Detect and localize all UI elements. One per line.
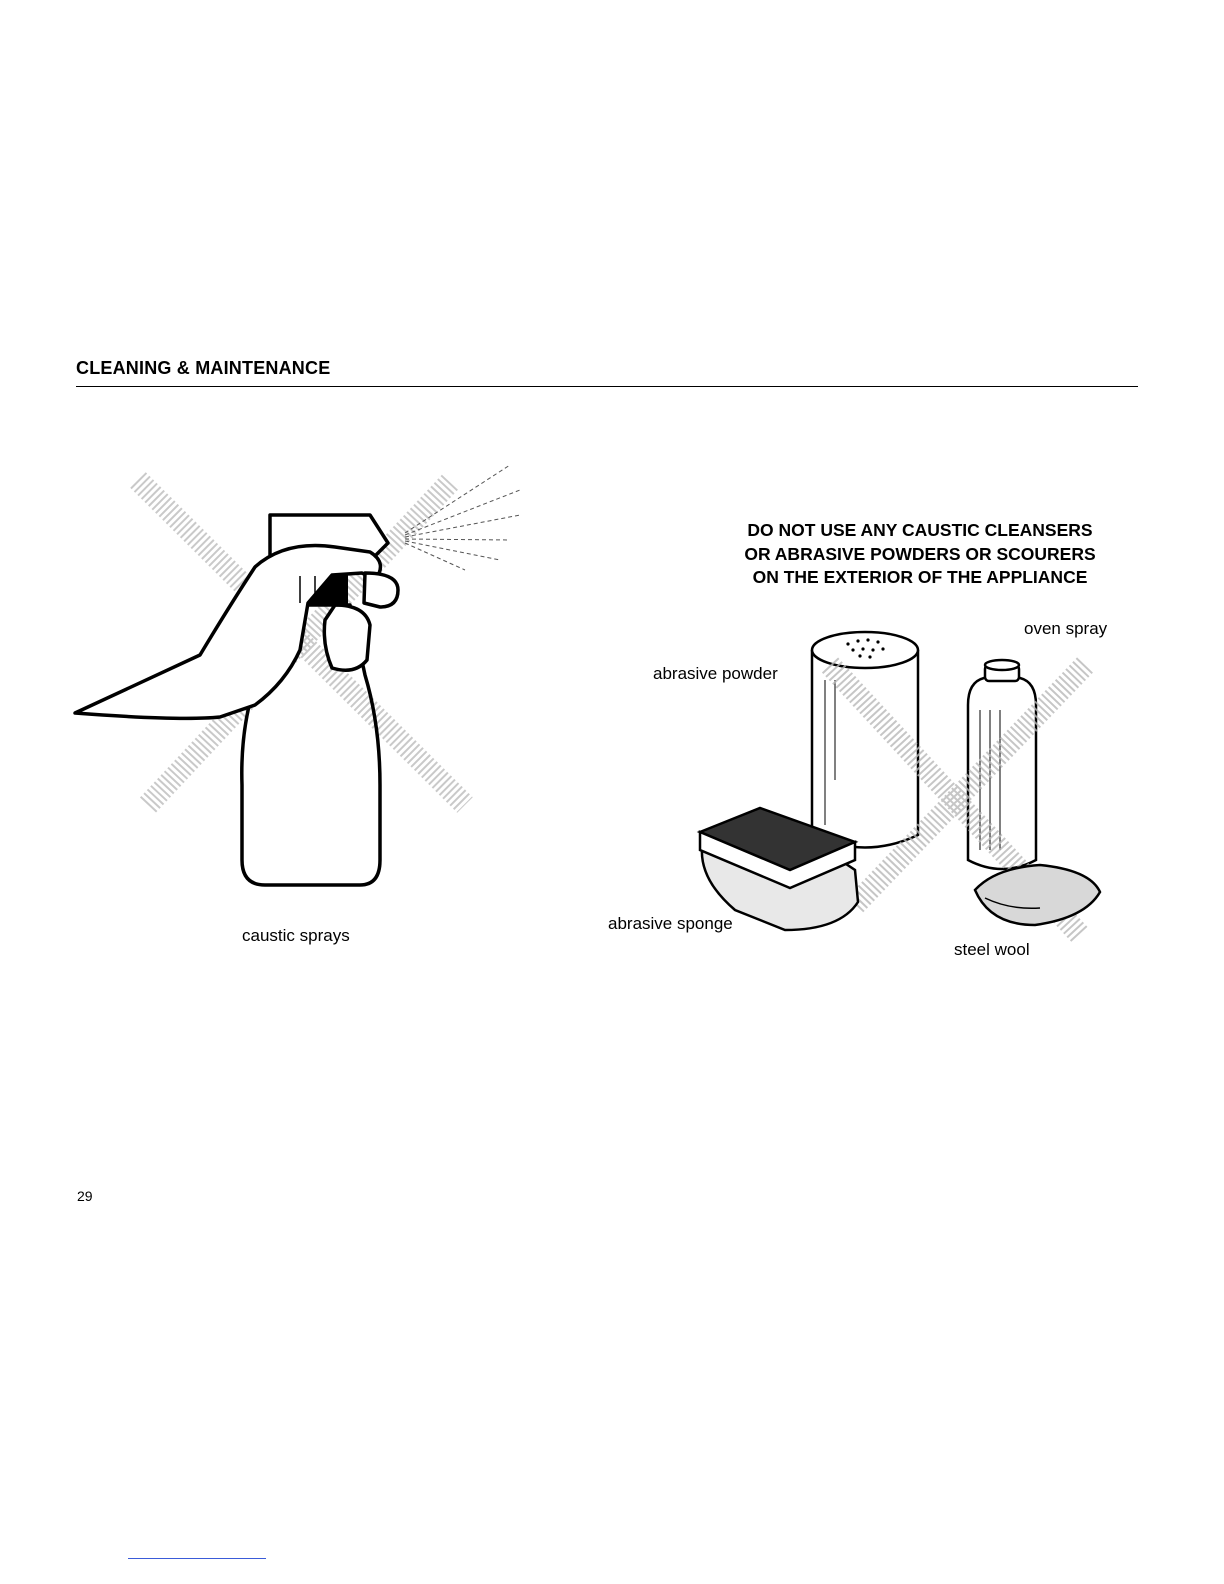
hand-outline <box>75 546 398 719</box>
powder-canister <box>812 632 918 848</box>
oven-spray-label: oven spray <box>1024 619 1108 638</box>
spray-mist <box>405 465 520 570</box>
header-rule <box>76 386 1138 387</box>
section-title: CLEANING & MAINTENANCE <box>76 358 331 378</box>
warning-line: OR ABRASIVE POWDERS OR SCOURERS <box>744 543 1096 564</box>
steel-wool-label: steel wool <box>954 940 1030 959</box>
warning-line: DO NOT USE ANY CAUSTIC CLEANSERS <box>747 520 1093 540</box>
spray-bottle-illustration <box>70 455 540 905</box>
abrasive-powder-label: abrasive powder <box>653 664 778 683</box>
caustic-sprays-caption: caustic sprays <box>242 926 350 945</box>
bottom-divider <box>128 1558 266 1559</box>
warning-notice <box>690 519 1150 590</box>
abrasive-sponge-label: abrasive sponge <box>608 914 733 933</box>
steel-wool-pad <box>975 865 1100 925</box>
warning-line: ON THE EXTERIOR OF THE APPLIANCE <box>752 567 1088 587</box>
page-number: 29 <box>77 1188 93 1204</box>
